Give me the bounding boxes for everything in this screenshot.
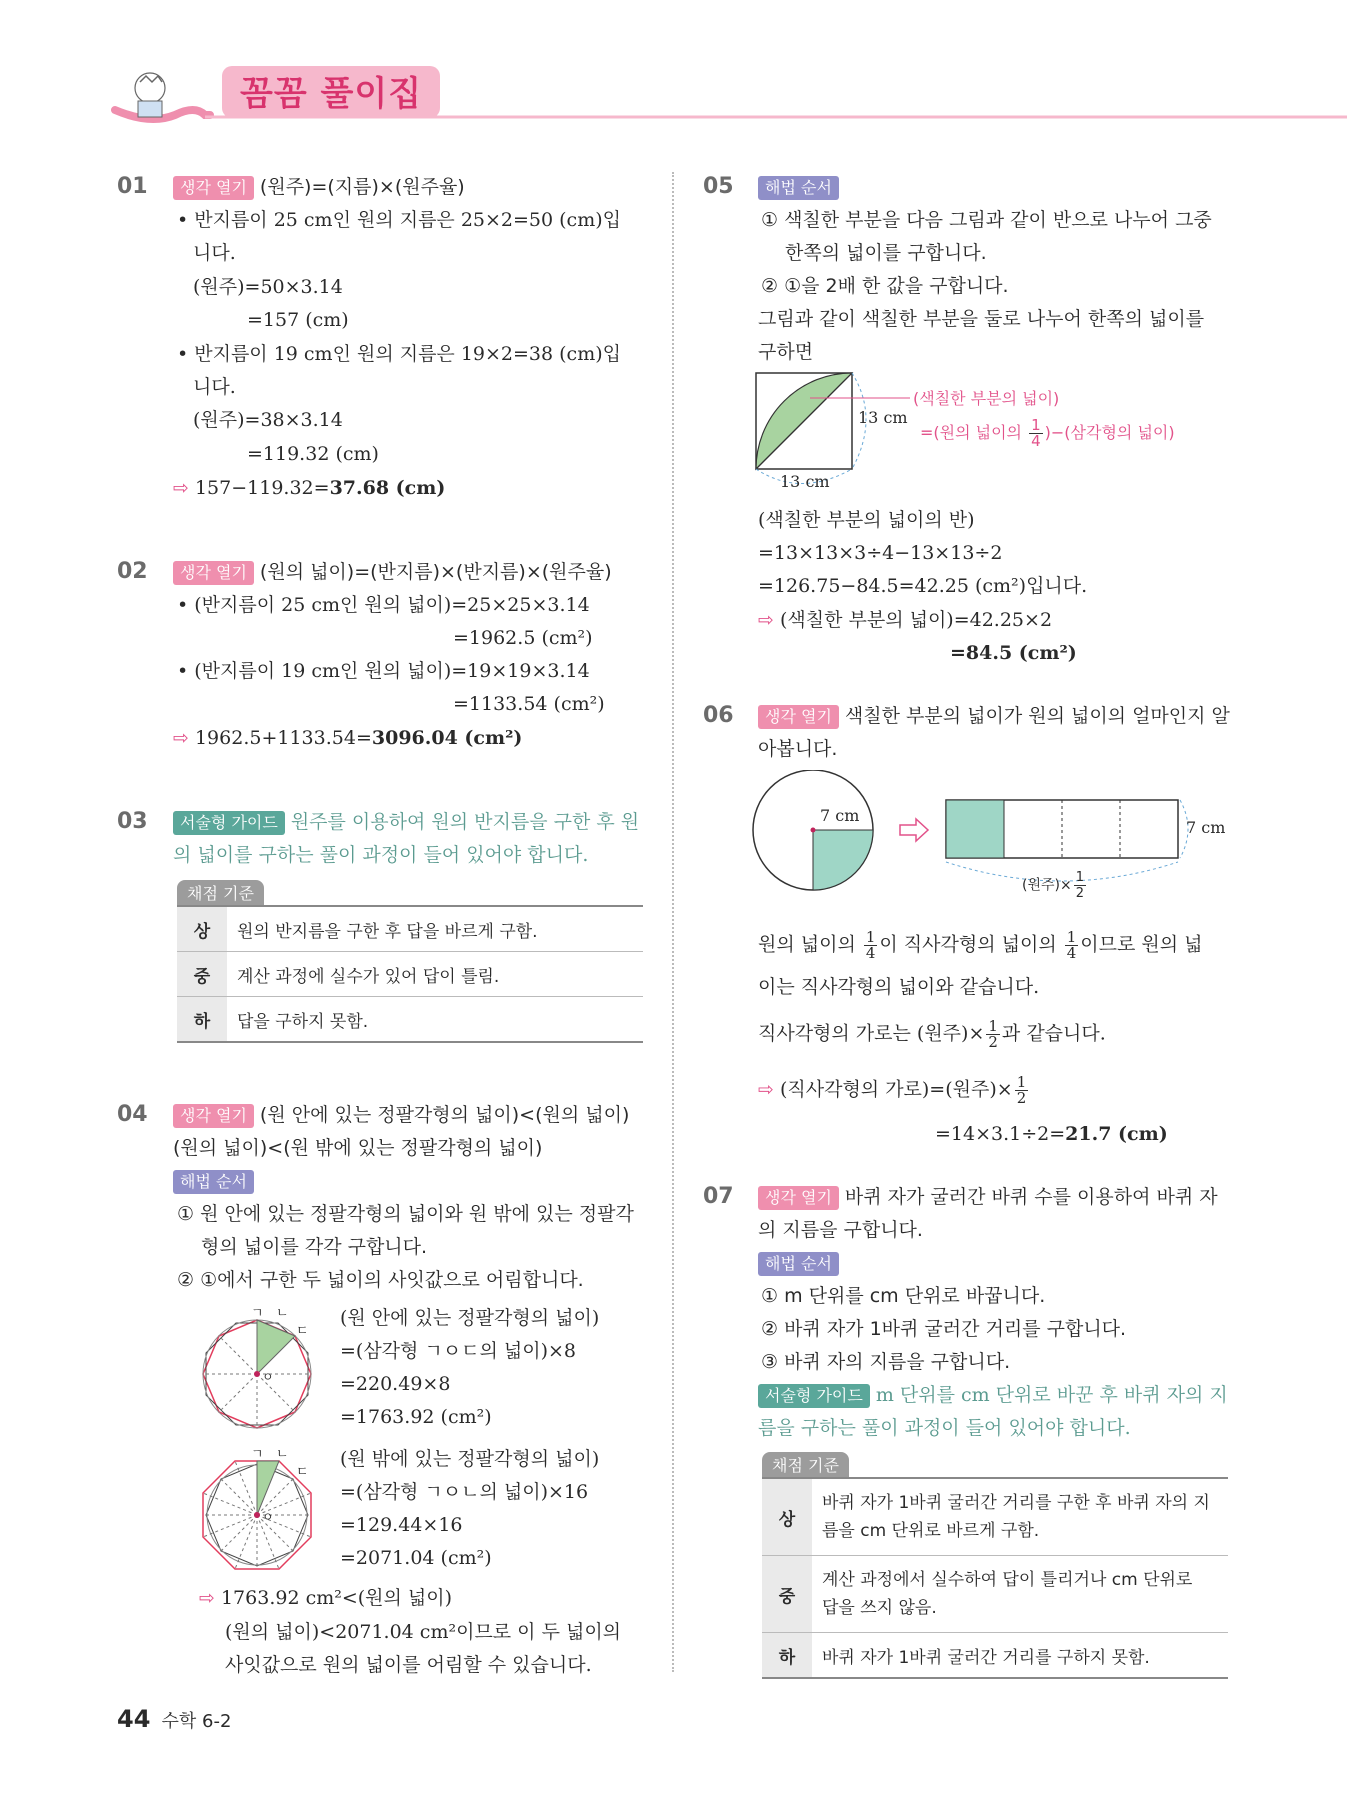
answer-expr: 1962.5+1133.54= — [194, 727, 372, 749]
conclusion-line: (원의 넓이)<2071.04 cm²이므로 이 두 넓이의 — [225, 1621, 622, 1643]
arrow-icon: ⇨ — [758, 609, 780, 631]
step-line: ③ 바퀴 자의 지름을 구합니다. — [761, 1351, 1011, 1373]
grade-cell: 중 — [177, 952, 227, 997]
method-tag: 해법 순서 — [173, 1170, 254, 1194]
answer-value: 37.68 (cm) — [329, 477, 446, 499]
step-line: ② ①에서 구한 두 넓이의 사잇값으로 어림합니다. — [177, 1269, 584, 1291]
answer-value: 3096.04 (cm²) — [371, 727, 523, 749]
score-heading: 채점 기준 — [177, 880, 264, 905]
calc-line: (색칠한 부분의 넓이의 반) — [758, 509, 975, 531]
criteria-cell: 계산 과정에 실수가 있어 답이 틀림. — [227, 952, 643, 997]
bottom-label: 13 cm — [780, 472, 830, 491]
text-line: • 반지름이 25 cm인 원의 지름은 25×2=50 (cm)입 — [177, 209, 621, 231]
table-row — [177, 997, 643, 1043]
calc-line: (원 안에 있는 정팔각형의 넓이) — [340, 1307, 600, 1329]
text-line: 니다. — [193, 242, 236, 264]
grade-cell: 중 — [762, 1556, 812, 1633]
arrow-icon: ⇨ — [173, 477, 195, 499]
guide-tag: 서술형 가이드 — [758, 1384, 870, 1408]
formula: (원주)=(지름)×(원주율) — [259, 176, 465, 198]
text-line: 바퀴 자가 굴러간 바퀴 수를 이용하여 바퀴 자 — [844, 1186, 1218, 1208]
answer-expr: 157−119.32= — [194, 477, 330, 499]
calc-line: =129.44×16 — [340, 1514, 463, 1536]
text-line: =1133.54 (cm²) — [453, 693, 605, 715]
note-label: (색칠한 부분의 넓이) — [913, 389, 1060, 408]
criteria-cell: 답을 구하지 못함. — [227, 997, 643, 1043]
problem-number: 07 — [703, 1184, 734, 1209]
vertex-label: ㅇ — [262, 1370, 274, 1384]
think-tag: 생각 열기 — [758, 1186, 839, 1210]
radius-label: 7 cm — [820, 806, 860, 825]
text-line: 아봅니다. — [758, 738, 838, 760]
text-line: 이 직사각형의 넓이의 — [879, 933, 1063, 956]
table-row — [177, 952, 643, 997]
text-line: (원주)=50×3.14 — [193, 276, 343, 298]
method-tag: 해법 순서 — [758, 1252, 839, 1276]
criteria-line: 바퀴 자가 1바퀴 굴러간 거리를 구한 후 바퀴 자의 지 — [822, 1493, 1210, 1513]
calc-line: =126.75−84.5=42.25 (cm²)입니다. — [758, 575, 1088, 597]
table-row — [762, 1633, 1228, 1679]
calc-line: (원 밖에 있는 정팔각형의 넓이) — [340, 1448, 600, 1470]
calc-line: (색칠한 부분의 넓이)=42.25×2 — [779, 609, 1053, 631]
text-line: =119.32 (cm) — [247, 443, 379, 465]
text-line: 원의 넓이의 — [758, 933, 862, 956]
calc-line: =(삼각형 ㄱㅇㄷ의 넓이)×8 — [340, 1340, 577, 1362]
text-line: 색칠한 부분의 넓이가 원의 넓이의 얼마인지 알 — [844, 705, 1230, 727]
text-line: (원주)=38×3.14 — [193, 409, 343, 431]
fraction: $\frac{1}{4}$ — [1066, 928, 1077, 962]
guide-text: m 단위를 cm 단위로 바꾼 후 바퀴 자의 지 — [875, 1384, 1228, 1406]
width-label: (원주)× — [1022, 877, 1072, 894]
answer-value: =84.5 (cm²) — [950, 642, 1077, 664]
problem-number: 04 — [117, 1102, 148, 1127]
step-line: ① m 단위를 cm 단위로 바꿉니다. — [761, 1285, 1046, 1307]
page-title: 꼼꼼 풀이집 — [240, 74, 423, 114]
criteria-cell: 원의 반지름을 구한 후 답을 바르게 구함. — [227, 906, 643, 952]
circle-to-rectangle-figure — [748, 770, 1218, 910]
step-line: 한쪽의 넓이를 구합니다. — [785, 242, 987, 264]
problem-number: 03 — [117, 809, 148, 834]
problem-number: 02 — [117, 559, 148, 584]
criteria-line: 름을 cm 단위로 바르게 구함. — [822, 1521, 1040, 1541]
grade-cell: 상 — [177, 906, 227, 952]
text-line: 구하면 — [758, 341, 814, 363]
footer — [117, 1705, 231, 1733]
text-line: 니다. — [193, 376, 236, 398]
think-tag: 생각 열기 — [173, 1104, 254, 1128]
score-table — [762, 1477, 1228, 1679]
side-label: 13 cm — [858, 408, 908, 427]
text-line: • (반지름이 19 cm인 원의 넓이)=19×19×3.14 — [177, 660, 590, 682]
criteria-line: 계산 과정에서 실수하여 답이 틀리거나 cm 단위로 — [822, 1570, 1193, 1590]
text-line: 직사각형의 가로는 (원주)× — [758, 1022, 985, 1045]
text-line: =157 (cm) — [247, 309, 349, 331]
grade-cell: 하 — [177, 997, 227, 1043]
vertex-label: ㄷ — [296, 1324, 309, 1339]
score-table — [177, 905, 643, 1043]
answer-value: 21.7 (cm) — [1065, 1123, 1168, 1145]
think-tag: 생각 열기 — [173, 561, 254, 585]
method-tag: 해법 순서 — [758, 176, 839, 200]
vertex-label: ㄴ — [276, 1447, 289, 1462]
problem-number: 06 — [703, 703, 734, 728]
table-row — [762, 1478, 1228, 1556]
calc-line: =220.49×8 — [340, 1373, 451, 1395]
text-line: 이는 직사각형의 넓이와 같습니다. — [758, 976, 1040, 998]
vertex-label: ㄱ — [251, 1306, 264, 1321]
criteria-cell: 바퀴 자가 1바퀴 굴러간 거리를 구하지 못함. — [812, 1633, 1228, 1679]
step-line: ② 바퀴 자가 1바퀴 굴러간 거리를 구합니다. — [761, 1318, 1127, 1340]
calc-line: =14×3.1÷2= — [935, 1123, 1066, 1145]
table-row — [177, 906, 643, 952]
text-line: (원 안에 있는 정팔각형의 넓이)<(원의 넓이) — [259, 1104, 630, 1126]
vertex-label: ㄷ — [296, 1465, 309, 1480]
note-formula: )−(삼각형의 넓이) — [1044, 423, 1175, 442]
calc-line: =13×13×3÷4−13×13÷2 — [758, 542, 1003, 564]
text-line: =1962.5 (cm²) — [453, 627, 593, 649]
fraction: $\frac{1}{2}$ — [1016, 1073, 1027, 1107]
arrow-icon: ⇨ — [173, 727, 195, 749]
problem-number: 01 — [117, 174, 148, 199]
guide-text: 의 넓이를 구하는 풀이 과정이 들어 있어야 합니다. — [173, 844, 589, 866]
step-line: ② ①을 2배 한 값을 구합니다. — [761, 275, 1009, 297]
text-line: • (반지름이 25 cm인 원의 넓이)=25×25×3.14 — [177, 594, 590, 616]
vertex-label: ㄴ — [276, 1306, 289, 1321]
guide-tag: 서술형 가이드 — [173, 811, 285, 835]
calc-line: =2071.04 (cm²) — [340, 1547, 492, 1569]
table-row — [762, 1556, 1228, 1633]
text-line: (직사각형의 가로)=(원주)× — [779, 1078, 1013, 1101]
conclusion-line: 사잇값으로 원의 넓이를 어림할 수 있습니다. — [225, 1654, 592, 1676]
text-line: 그림과 같이 색칠한 부분을 둘로 나누어 한쪽의 넓이를 — [758, 308, 1205, 330]
column-divider — [672, 172, 674, 1672]
arrow-icon: ⇨ — [199, 1587, 221, 1609]
conclusion-line: 1763.92 cm²<(원의 넓이) — [220, 1587, 453, 1609]
fraction: $\frac{1}{4}$ — [1031, 416, 1041, 450]
fraction: $\frac{1}{2}$ — [988, 1017, 998, 1051]
text-line: • 반지름이 19 cm인 원의 지름은 19×2=38 (cm)입 — [177, 343, 621, 365]
header-band — [0, 60, 1347, 130]
calc-line: =1763.92 (cm²) — [340, 1406, 492, 1428]
guide-text: 원주를 이용하여 원의 반지름을 구한 후 원 — [290, 811, 640, 833]
text-line: 이므로 원의 넓 — [1080, 933, 1203, 956]
vertex-label: ㅇ — [262, 1510, 274, 1524]
text-line: (원의 넓이)<(원 밖에 있는 정팔각형의 넓이) — [173, 1137, 543, 1159]
vertex-label: ㄱ — [251, 1447, 264, 1462]
arrow-icon: ⇨ — [758, 1078, 780, 1101]
height-label: 7 cm — [1186, 818, 1226, 837]
text-line: 과 같습니다. — [1001, 1022, 1106, 1045]
grade-cell: 상 — [762, 1478, 812, 1556]
grade-cell: 하 — [762, 1633, 812, 1679]
criteria-line: 답을 쓰지 않음. — [822, 1598, 937, 1618]
think-tag: 생각 열기 — [173, 176, 254, 200]
text-line: 의 지름을 구합니다. — [758, 1219, 923, 1241]
note-formula: =(원의 넓이의 — [920, 423, 1028, 442]
fraction: $\frac{1}{2}$ — [1075, 870, 1084, 901]
page-number: 44 — [117, 1705, 151, 1733]
step-line: 형의 넓이를 각각 구합니다. — [201, 1236, 428, 1258]
subject-label: 수학 6-2 — [161, 1711, 232, 1732]
step-line: ① 원 안에 있는 정팔각형의 넓이와 원 밖에 있는 정팔각 — [177, 1203, 634, 1225]
step-line: ① 색칠한 부분을 다음 그림과 같이 반으로 나누어 그중 — [761, 209, 1212, 231]
calc-line: =(삼각형 ㄱㅇㄴ의 넓이)×16 — [340, 1481, 589, 1503]
problem-number: 05 — [703, 174, 734, 199]
fraction: $\frac{1}{4}$ — [865, 928, 876, 962]
score-heading: 채점 기준 — [762, 1452, 849, 1477]
formula: (원의 넓이)=(반지름)×(반지름)×(원주율) — [259, 561, 612, 583]
guide-text: 름을 구하는 풀이 과정이 들어 있어야 합니다. — [758, 1417, 1131, 1439]
think-tag: 생각 열기 — [758, 705, 839, 729]
